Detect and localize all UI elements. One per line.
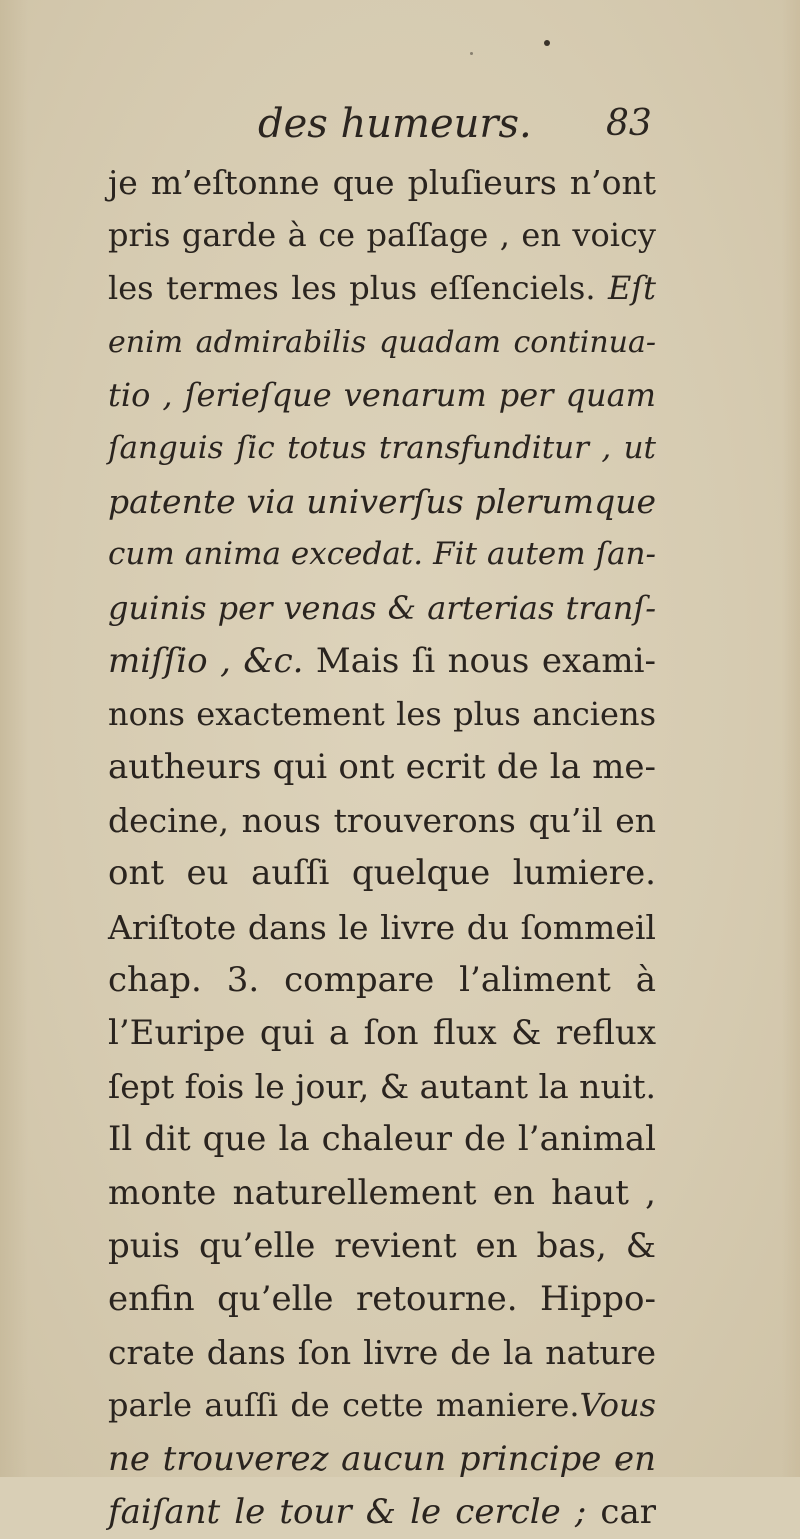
text-segment: nons exactement les plus anciens <box>108 694 656 733</box>
text-segment: puis qu’elle revient en bas, & <box>108 1225 656 1266</box>
text-line <box>108 954 656 1007</box>
text-line <box>108 847 656 900</box>
text-line <box>108 1060 656 1113</box>
text-segment: les termes les plus eſſenciels. <box>108 269 608 308</box>
text-segment: Ariſtote dans le livre du ſommeil <box>108 907 656 947</box>
text-segment: parle auſſi de cette maniere. <box>108 1386 580 1425</box>
text-line <box>108 635 656 688</box>
text-segment: je m’eſtonne que pluſieurs n’ont <box>108 163 656 202</box>
text-line <box>108 794 656 847</box>
italic-text-segment: faiſant le tour & le cercle ; <box>108 1491 587 1532</box>
italic-text-segment: patente via univerſus plerumque <box>108 482 656 522</box>
text-segment: car <box>586 1491 656 1532</box>
italic-text-segment: miſſio , &c. <box>108 640 304 681</box>
text-line <box>108 741 656 794</box>
italic-text-segment: guinis per venas & arterias tranſ- <box>108 588 656 627</box>
text-segment: pris garde à ce paſſage , en voicy <box>108 216 656 255</box>
page-edge-shadow-left <box>0 0 28 1477</box>
text-segment: decine, nous trouverons qu’il en <box>108 801 656 841</box>
text-segment: ſept fois le jour, & autant la nuit. <box>108 1067 656 1107</box>
text-line <box>108 316 656 369</box>
text-line <box>108 1167 656 1220</box>
body-text <box>108 156 656 1539</box>
text-line <box>108 901 656 954</box>
text-line <box>108 528 656 581</box>
running-head: des humeurs. <box>258 101 532 147</box>
italic-text-segment: Eſt <box>607 269 656 308</box>
page-header <box>0 96 800 156</box>
italic-text-segment: ne trouverez aucun principe en <box>108 1438 656 1479</box>
text-line <box>108 1220 656 1273</box>
text-line <box>108 1007 656 1060</box>
text-line <box>108 582 656 635</box>
text-line <box>108 369 656 422</box>
ink-speck <box>544 40 550 46</box>
italic-text-segment: enim admirabilis quadam continua- <box>108 324 656 360</box>
text-line <box>108 422 656 475</box>
page-number: 83 <box>606 103 652 144</box>
text-segment: enfin qu’elle retourne. Hippo- <box>108 1278 656 1319</box>
text-line <box>108 688 656 741</box>
text-segment: crate dans ſon livre de la nature <box>108 1333 656 1373</box>
text-segment: chap. 3. compare l’aliment à <box>108 959 656 1000</box>
italic-text-segment: cum anima excedat. Fit autem ſan- <box>108 536 656 573</box>
text-line <box>108 262 656 315</box>
text-line <box>108 156 656 209</box>
text-line <box>108 1326 656 1379</box>
text-segment: autheurs qui ont ecrit de la me- <box>108 747 656 788</box>
text-line <box>108 1379 656 1432</box>
italic-text-segment: ſanguis ſic totus transfunditur , ut <box>108 429 656 466</box>
page-edge-shadow-right <box>782 0 800 1477</box>
text-segment: ont eu auſſi quelque lumiere. <box>108 853 656 894</box>
text-segment: Il dit que la chaleur de l’animal <box>108 1119 656 1160</box>
text-segment: l’Euripe qui a ſon flux & reflux <box>108 1013 656 1053</box>
text-line <box>108 1113 656 1166</box>
text-line <box>108 1273 656 1326</box>
text-line <box>108 209 656 262</box>
text-segment: Mais ſi nous exami- <box>303 640 656 681</box>
ink-speck <box>470 52 473 55</box>
text-line <box>108 1486 656 1539</box>
text-line <box>108 1433 656 1486</box>
italic-text-segment: Vous <box>579 1386 656 1425</box>
text-line <box>108 475 656 528</box>
italic-text-segment: tio , ſerieſque venarum per quam <box>108 375 656 414</box>
text-segment: monte naturellement en haut , <box>108 1172 656 1213</box>
